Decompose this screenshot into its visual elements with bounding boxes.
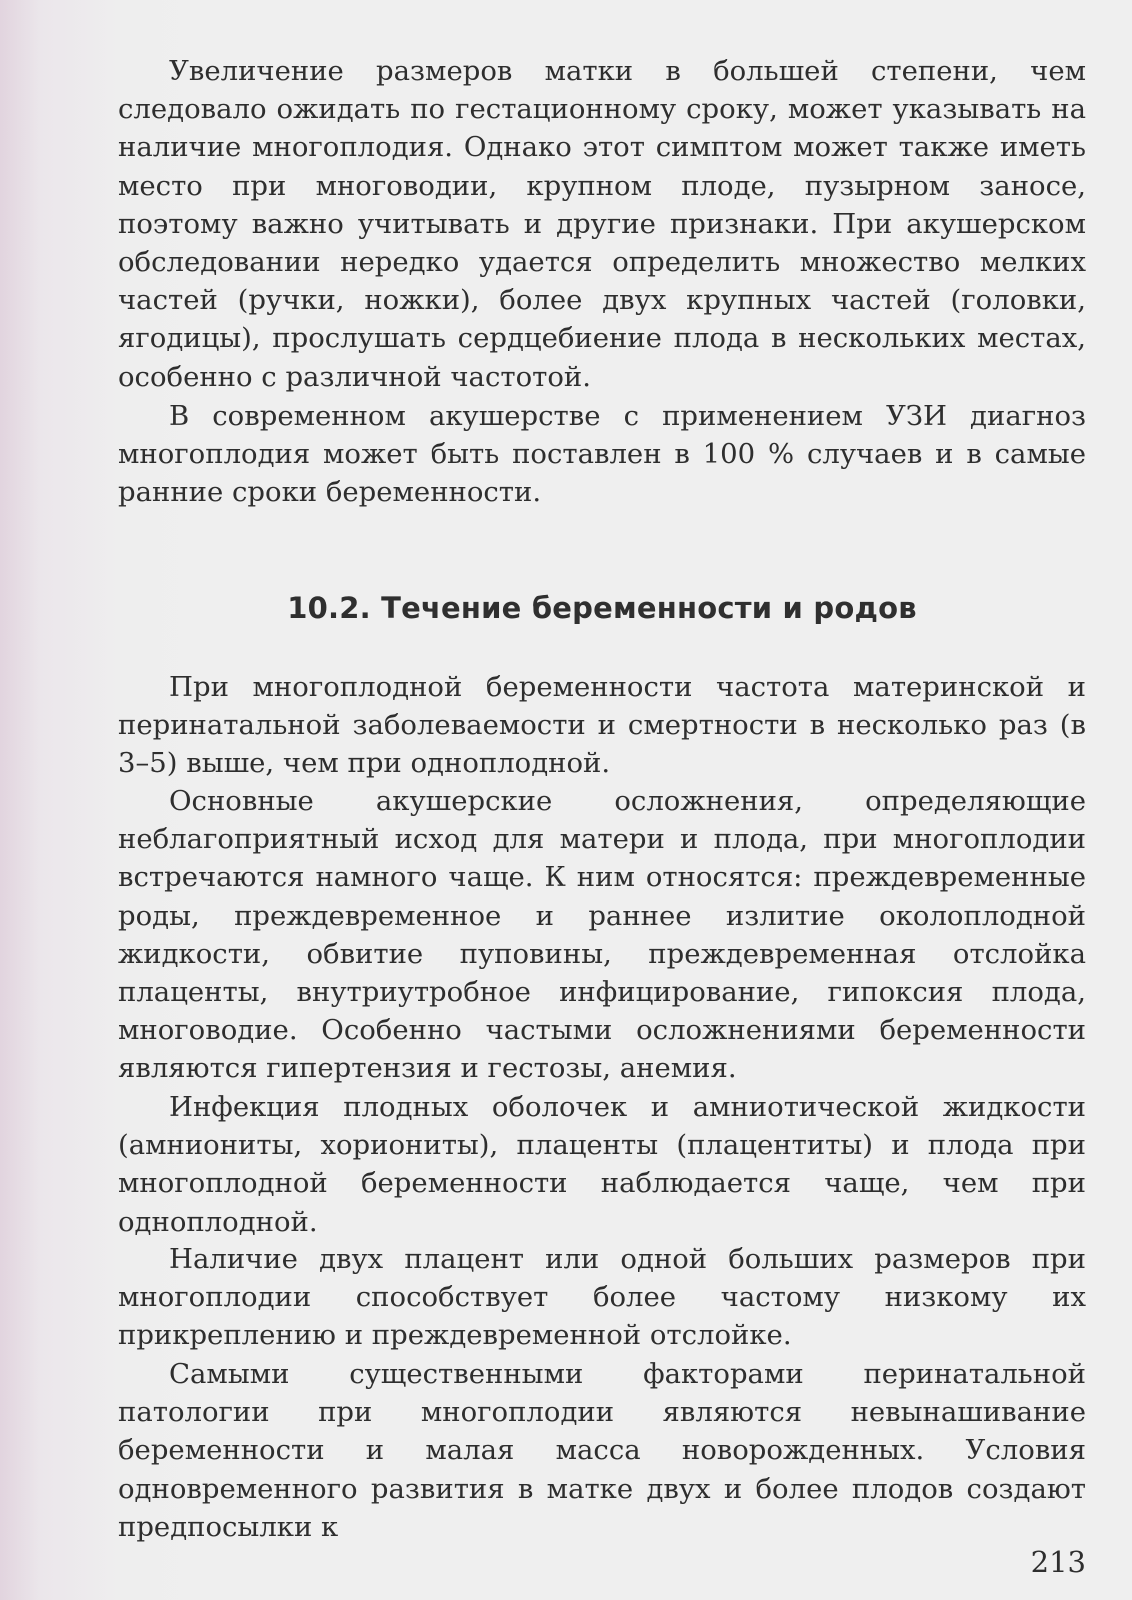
paragraph-infection: Инфекция плодных оболочек и амниотической жидкости (амниониты, хориониты), плаценты (плацентиты) и плода при многоплодной беременности наблюдается чаще, чем при одноплодной. xyxy=(118,1091,1086,1238)
section-heading: 10.2. Течение беременности и родов xyxy=(287,591,917,625)
paragraph-uterus-size: Увеличение размеров матки в большей степени, чем следовало ожидать по гестационному сроку, может указывать на наличие многоплодия. Однако этот симптом может также иметь место при многоводии, крупном плоде, пузырном заносе, поэтому важно учитывать и другие признаки. При акушерском обследовании нередко удается определить множество мелких частей (ручки, ножки), более двух крупных частей (головки, ягодицы), прослушать сердцебиение плода в нескольких местах, особенно с различной частотой. xyxy=(118,55,1086,393)
paragraph-placenta: Наличие двух плацент или одной больших размеров при многоплодии способствует более частому низкому их прикреплению и преждевременной отслойке. xyxy=(118,1243,1086,1352)
paragraph-ultrasound-diagnosis: В современном акушерстве с применением УЗИ диагноз многоплодия может быть поставлен в 100 % случаев и в самые ранние сроки беременности. xyxy=(118,400,1086,509)
page-number: 213 xyxy=(1030,1545,1086,1579)
paragraph-perinatal-factors: Самыми существенными факторами перинатальной патологии при многоплодии являются невынашивание беременности и малая масса новорожденных. Условия одновременного развития в матке двух и более плодов создают предпосылки к xyxy=(118,1358,1086,1543)
paragraph-morbidity: При многоплодной беременности частота материнской и перинатальной заболеваемости и смертности в несколько раз (в 3–5) выше, чем при одноплодной. xyxy=(118,671,1086,780)
paragraph-complications: Основные акушерские осложнения, определяющие неблагоприятный исход для матери и плода, при многоплодии встречаются намного чаще. К ним относятся: преждевременные роды, преждевременное и раннее излитие околоплодной жидкости, обвитие пуповины, преждевременная отслойка плаценты, внутриутробное инфицирование, гипоксия плода, многоводие. Особенно частыми осложнениями беременности являются гипертензия и гестозы, анемия. xyxy=(118,785,1086,1085)
page-gutter-shadow xyxy=(0,0,40,1600)
